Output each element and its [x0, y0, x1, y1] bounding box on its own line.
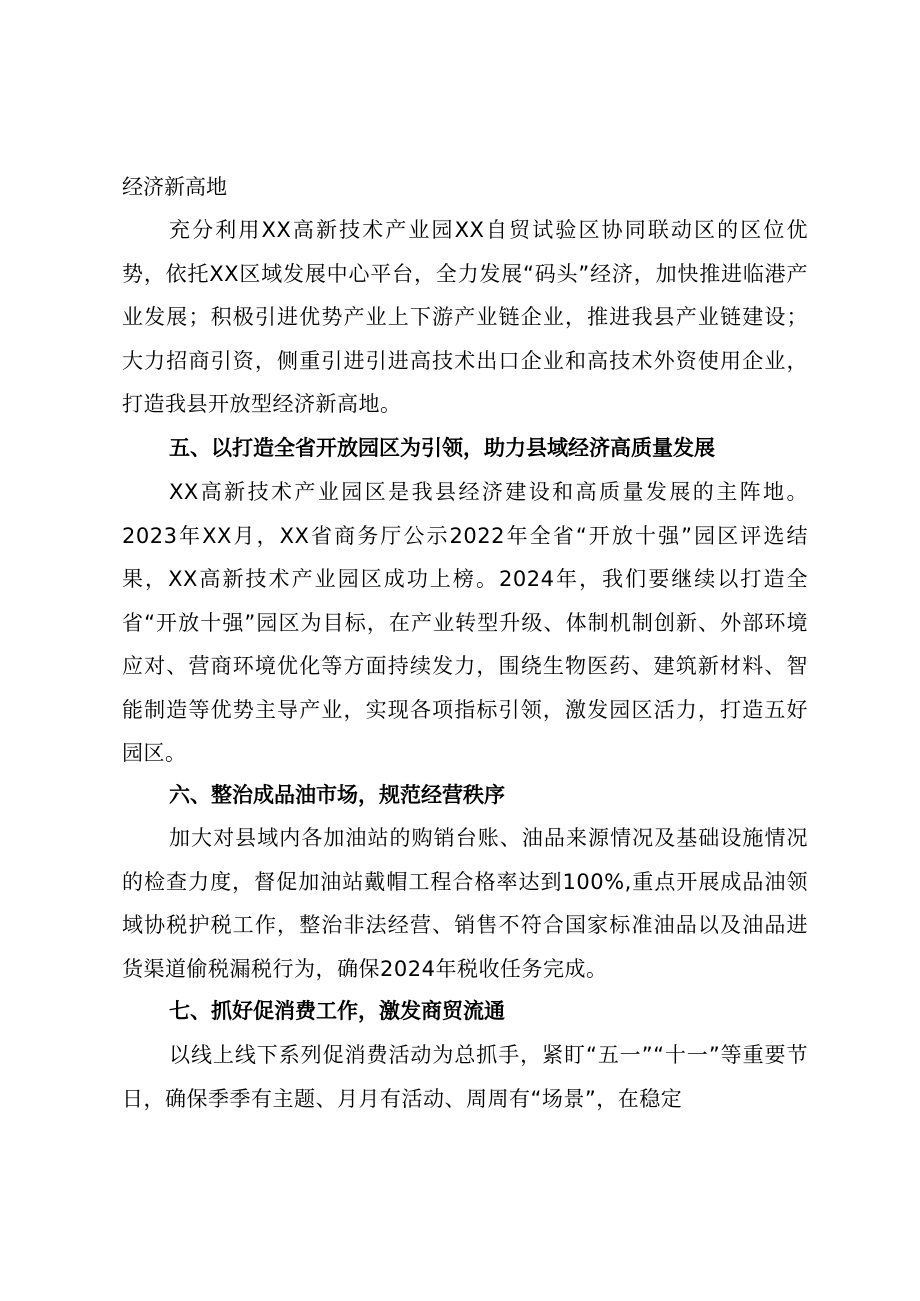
subheading-continuation: 经济新高地	[122, 175, 227, 199]
heading-section-seven: 七、抓好促消费工作，激发商贸流通	[169, 999, 505, 1023]
paragraph-oil-market: 加大对县域内各加油站的购销台账、油品来源情况及基础设施情况的检查力度，督促加油站戴帽工程合格率达到100%,重点开展成品油领域协税护税工作，整治非法经营、销售不符合国家标准油品以及油品进货渠道偷税漏税行为，确保2024年税收任务完成。	[122, 826, 808, 981]
heading-section-five: 五、以打造全省开放园区为引领，助力县域经济高质量发展	[169, 436, 715, 460]
paragraph-hi-tech-park: XX高新技术产业园区是我县经济建设和高质量发展的主阵地。2023年XX月，XX省商务厅公示2022年全省“开放十强”园区评选结果，XX高新技术产业园区成功上榜。2024年，我们要继续以打造全省“开放十强”园区为目标，在产业转型升级、体制机制创新、外部环境应对、营商环境优化等方面持续发力，围绕生物医药、建筑新材料、智能制造等优势主导产业，实现各项指标引领，激发园区活力，打造五好园区。	[122, 480, 808, 765]
paragraph-consumption: 以线上线下系列促消费活动为总抓手，紧盯“五一”“十一”等重要节日，确保季季有主题、月月有活动、周周有“场景”，在稳定	[122, 1043, 808, 1111]
paragraph-free-trade-zone: 充分利用XX高新技术产业园XX自贸试验区协同联动区的区位优势，依托XX区域发展中心平台，全力发展“码头”经济，加快推进临港产业发展；积极引进优势产业上下游产业链企业，推进我县产业链建设；大力招商引资，侧重引进引进高技术出口企业和高技术外资使用企业，打造我县开放型经济新高地。	[122, 218, 808, 416]
heading-section-six: 六、整治成品油市场，规范经营秩序	[169, 783, 505, 807]
